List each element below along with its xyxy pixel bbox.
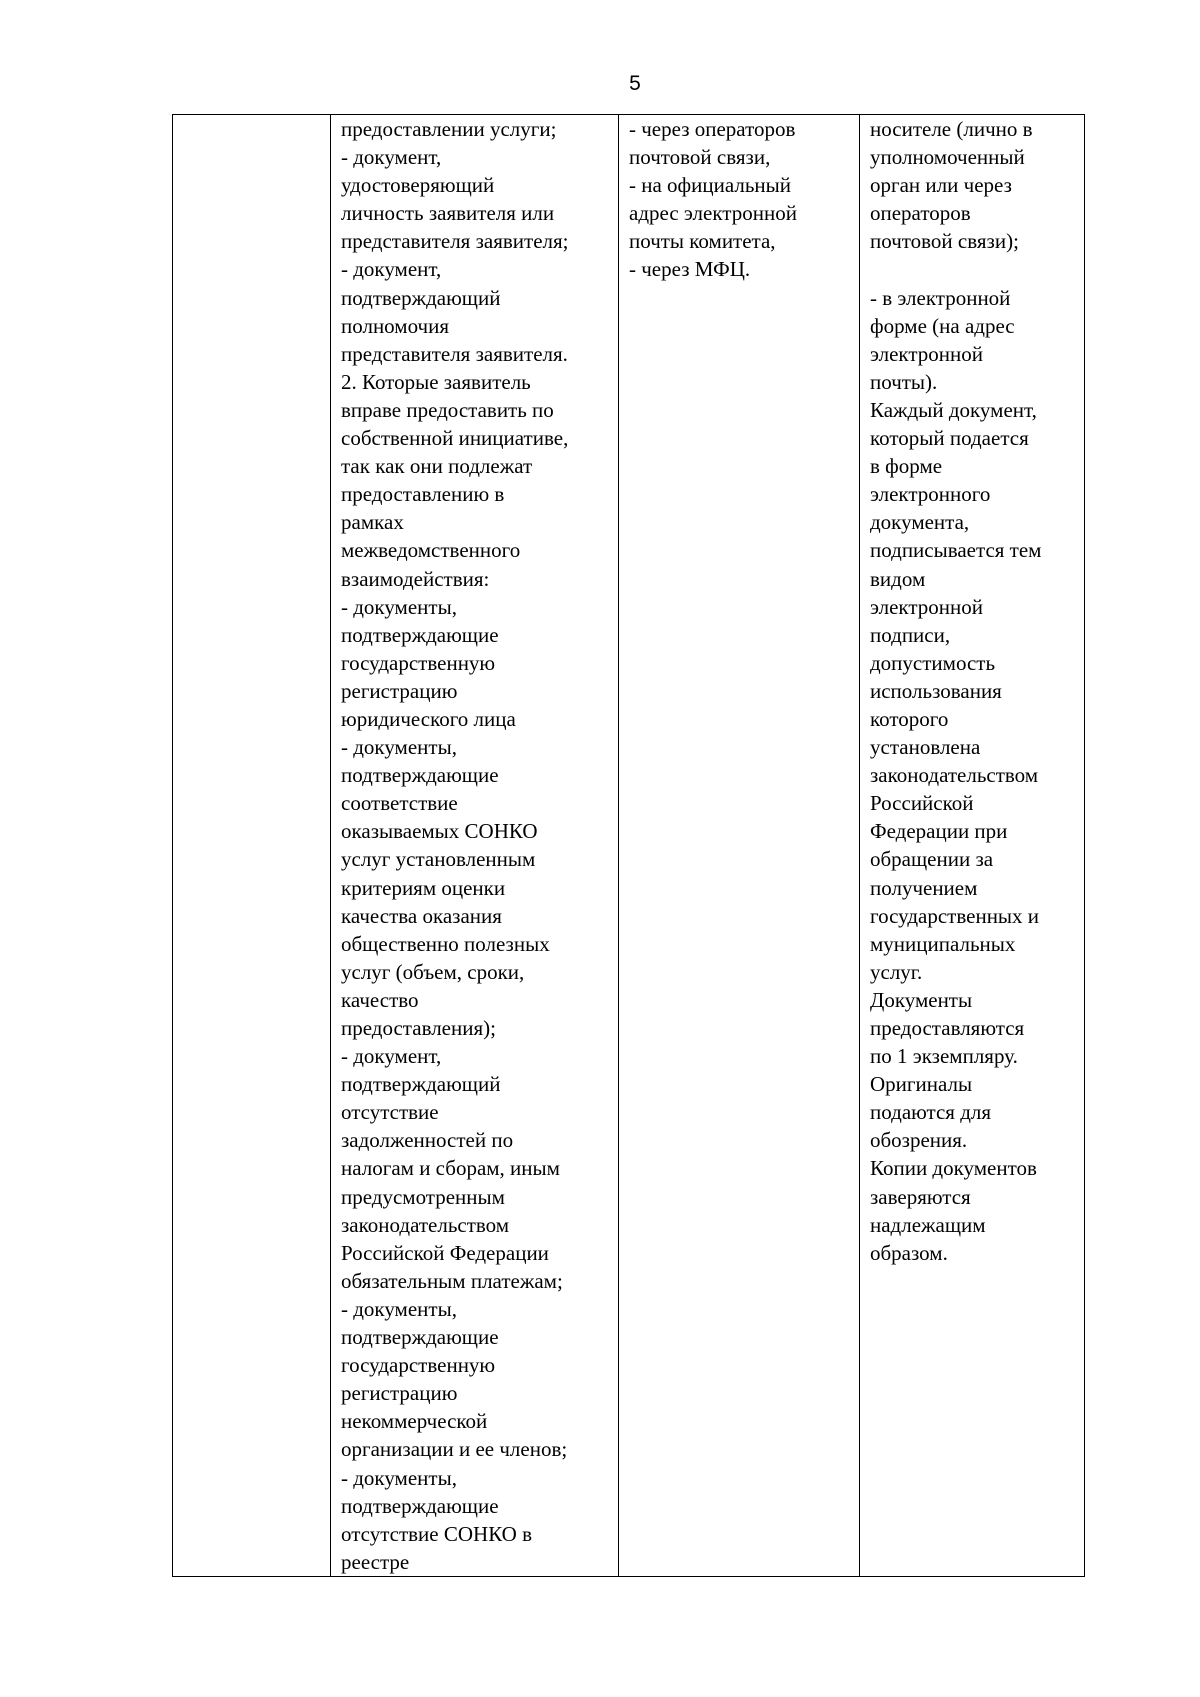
table-cell-submission-methods: - через операторов почтовой связи, - на официальный адрес электронной почты комитета, - через МФЦ.: [619, 115, 860, 1577]
document-table: [172, 114, 1085, 1577]
table-cell-empty: [173, 115, 331, 1577]
table-row: [173, 115, 1085, 1577]
table-cell-documents-list: предоставлении услуги; - документ, удостоверяющий личность заявителя или представителя заявителя; - документ, подтверждающий полномочия представителя заявителя. 2. Которые заявитель вправе предоставить по собственной инициативе, так как они подлежат предоставлению в рамках межведомственного взаимодействия: - документы, подтверждающие государственную регистрацию юридического лица - документы, подтверждающие соответствие оказываемых СОНКО услуг установленным критериям оценки качества оказания общественно полезных услуг (объем, сроки, качество предоставления); - документ, подтверждающий отсутствие задолженностей по налогам и сборам, иным предусмотренным законодательством Российской Федерации обязательным платежам; - документы, подтверждающие государственную регистрацию некоммерческой организации и ее членов; - документы, подтверждающие отсутствие СОНКО в реестре: [331, 115, 619, 1577]
page-number: 5: [629, 72, 641, 95]
table-cell-submission-forms: носителе (лично в уполномоченный орган или через операторов почтовой связи); - в электронной форме (на адрес электронной почты). Каждый документ, который подается в форме электронного документа, подписывается тем видом электронной подписи, допустимость использования которого установлена законодательством Российской Федерации при обращении за получением государственных и муниципальных услуг. Документы предоставляются по 1 экземпляру. Оригиналы подаются для обозрения. Копии документов заверяются надлежащим образом.: [860, 115, 1085, 1577]
